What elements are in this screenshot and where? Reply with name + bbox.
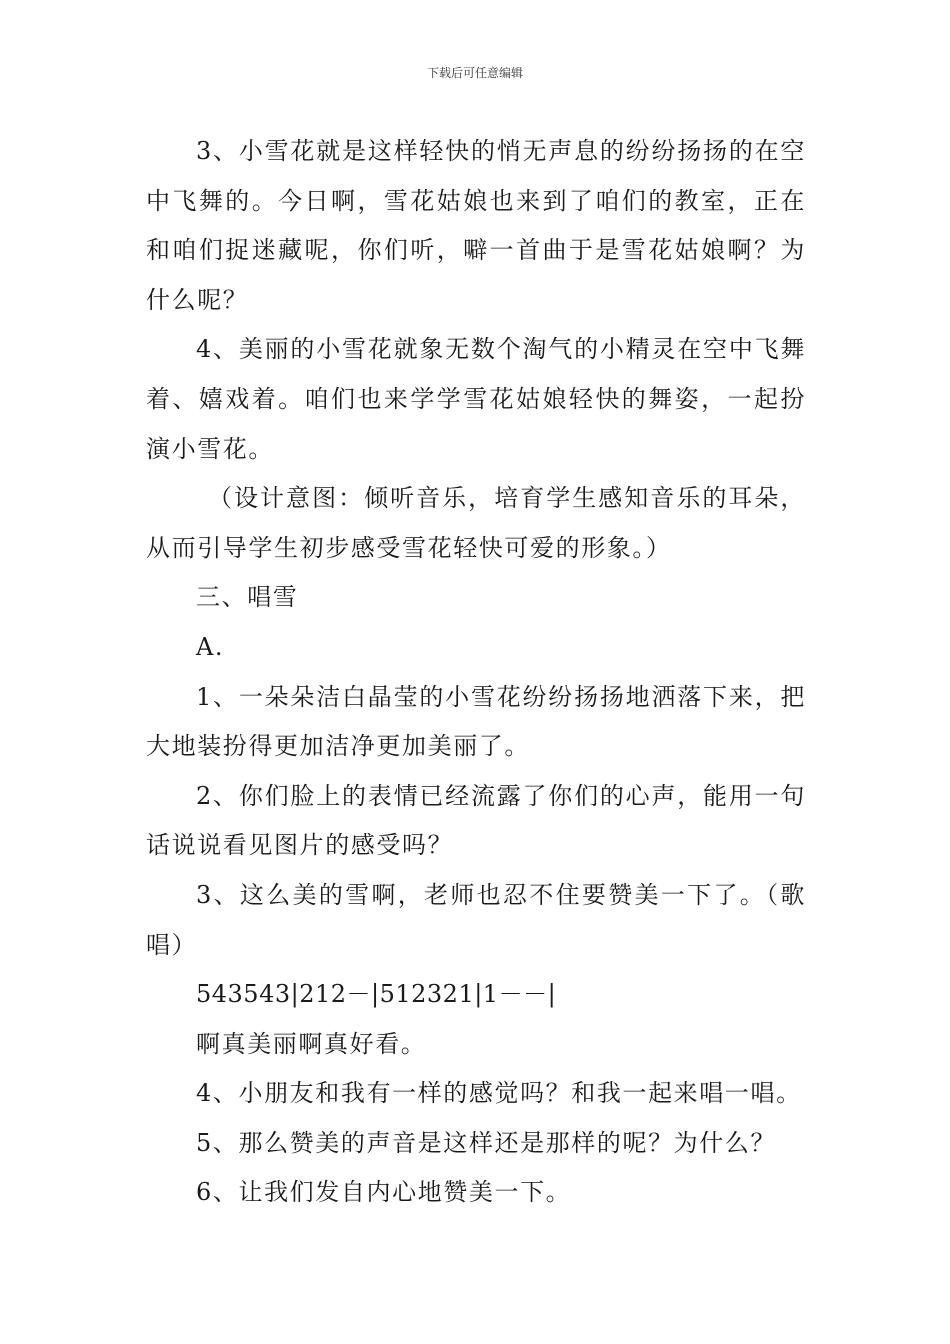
paragraph-sing-together: 4、小朋友和我有一样的感觉吗？和我一起来唱一唱。 bbox=[196, 1079, 802, 1108]
paragraph-teacher-sings: 3、这么美的雪啊，老师也忍不住要赞美一下了。（歌唱） bbox=[146, 880, 806, 959]
music-notation: 543543|212－|512321|1－－| bbox=[196, 980, 557, 1009]
paragraph-feelings: 2、你们脸上的表情已经流露了你们的心声，能用一句话说说看见图片的感受吗？ bbox=[146, 781, 806, 860]
paragraph-snowflake-spirits: 4、美丽的小雪花就象无数个淘气的小精灵在空中飞舞着、嬉戏着。咱们也来学学雪花姑娘轻快的舞姿，一起扮演小雪花。 bbox=[146, 335, 806, 463]
paragraph-praise-heart: 6、让我们发自内心地赞美一下。 bbox=[196, 1178, 572, 1207]
song-lyrics: 啊真美丽啊真好看。 bbox=[196, 1029, 427, 1058]
paragraph-design-intent: （设计意图：倾听音乐，培育学生感知音乐的耳朵，从而引导学生初步感受雪花轻快可爱的形象。） bbox=[146, 484, 806, 562]
paragraph-praise-voice: 5、那么赞美的声音是这样还是那样的呢？为什么？ bbox=[196, 1128, 777, 1157]
subsection-label-a: A. bbox=[196, 632, 225, 661]
paragraph-snowflakes-falling: 1、一朵朵洁白晶莹的小雪花纷纷扬扬地洒落下来，把大地装扮得更加洁净更加美丽了。 bbox=[146, 682, 806, 761]
document-body bbox=[146, 127, 806, 1218]
section-heading-sing-snow: 三、唱雪 bbox=[196, 583, 299, 612]
paragraph-snowflake-dance: 3、小雪花就是这样轻快的悄无声息的纷纷扬扬的在空中飞舞的。今日啊，雪花姑娘也来到了咱们的教室，正在和咱们捉迷藏呢，你们听，噼一首曲于是雪花姑娘啊？为什么呢？ bbox=[146, 137, 806, 314]
page-header: 下载后可任意编辑 bbox=[426, 66, 523, 80]
